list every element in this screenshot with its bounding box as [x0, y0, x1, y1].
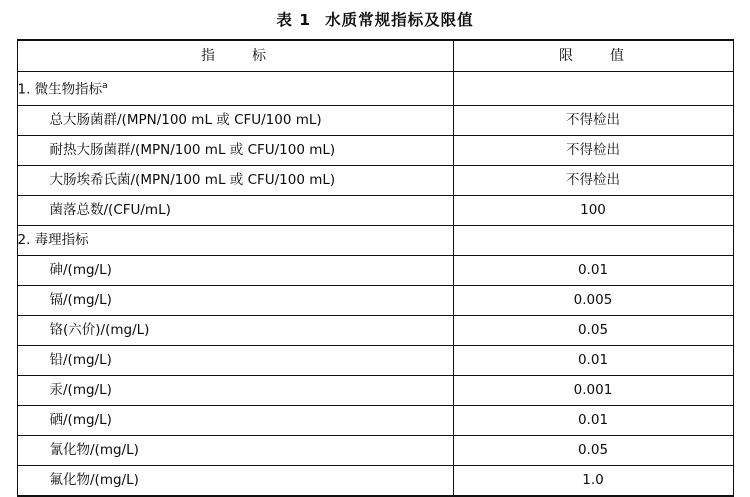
group-label: 1. 微生物指标: [17, 81, 103, 98]
table-row: [17, 465, 733, 496]
indicator-label: 菌落总数/(CFU/mL): [49, 201, 171, 218]
indicator-label: 耐热大肠菌群/(MPN/100 mL 或 CFU/100 mL): [49, 141, 336, 158]
table-number: 表 1: [276, 11, 312, 29]
limit-cell: 0.01: [453, 345, 733, 375]
table-title-text: 水质常规指标及限值: [325, 11, 474, 29]
limit-cell: 0.01: [453, 405, 733, 435]
indicator-label: 氰化物/(mg/L): [49, 441, 139, 458]
column-header-limit: 限 值: [453, 40, 733, 72]
limit-cell: 100: [453, 195, 733, 225]
table-row: [17, 105, 733, 135]
table-header: [17, 40, 733, 72]
indicator-label: 镉/(mg/L): [49, 291, 112, 308]
limit-cell: 0.05: [453, 435, 733, 465]
table-body: [17, 72, 733, 496]
indicator-cell: [17, 285, 453, 315]
table-row: [17, 345, 733, 375]
indicator-label: 汞/(mg/L): [49, 381, 112, 398]
indicator-cell: [17, 135, 453, 165]
indicator-label: 砷/(mg/L): [49, 261, 112, 278]
limit-cell: 1.0: [453, 465, 733, 496]
indicator-cell: [17, 465, 453, 496]
indicator-label: 硒/(mg/L): [49, 411, 112, 428]
group-label-cell: [17, 72, 453, 106]
indicator-label: 铬(六价)/(mg/L): [49, 321, 150, 338]
indicator-cell: [17, 405, 453, 435]
limit-cell: 不得检出: [453, 105, 733, 135]
limit-cell: 0.05: [453, 315, 733, 345]
indicator-label: 总大肠菌群/(MPN/100 mL 或 CFU/100 mL): [49, 111, 322, 128]
limit-cell: [453, 225, 733, 255]
table-row: [17, 72, 733, 106]
indicator-label: 铅/(mg/L): [49, 351, 112, 368]
indicator-cell: [17, 345, 453, 375]
table-row: [17, 195, 733, 225]
limit-cell: 0.005: [453, 285, 733, 315]
table-row: [17, 375, 733, 405]
column-header-indicator: 指 标: [17, 40, 453, 72]
indicator-cell: [17, 375, 453, 405]
table-row: [17, 315, 733, 345]
indicator-cell: [17, 435, 453, 465]
indicator-cell: [17, 105, 453, 135]
group-label-cell: [17, 225, 453, 255]
table-row: [17, 405, 733, 435]
limit-cell: [453, 72, 733, 106]
water-quality-table: [17, 39, 734, 497]
limit-cell: 不得检出: [453, 165, 733, 195]
table-row: [17, 285, 733, 315]
table-row: [17, 225, 733, 255]
footnote-marker: a: [102, 81, 108, 91]
limit-cell: 0.001: [453, 375, 733, 405]
indicator-label: 大肠埃希氏菌/(MPN/100 mL 或 CFU/100 mL): [49, 171, 336, 188]
table-row: [17, 255, 733, 285]
table-row: [17, 135, 733, 165]
table-row: [17, 435, 733, 465]
table-header-row: [17, 40, 733, 72]
indicator-cell: [17, 195, 453, 225]
limit-cell: 0.01: [453, 255, 733, 285]
indicator-cell: [17, 165, 453, 195]
group-label: 2. 毒理指标: [17, 231, 89, 248]
indicator-label: 氟化物/(mg/L): [49, 471, 139, 488]
indicator-cell: [17, 255, 453, 285]
page-title: [0, 0, 750, 39]
table-row: [17, 165, 733, 195]
indicator-cell: [17, 315, 453, 345]
limit-cell: 不得检出: [453, 135, 733, 165]
